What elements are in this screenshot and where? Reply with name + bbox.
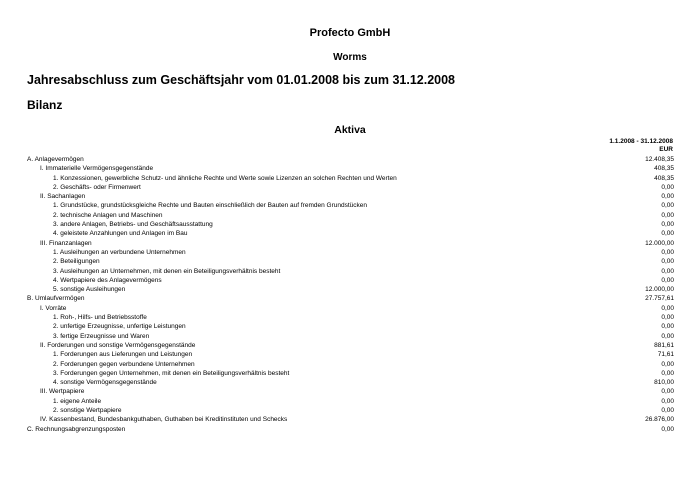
row-label: 1. Roh-, Hilfs- und Betriebsstoffe bbox=[53, 314, 147, 322]
row-value: 881,61 bbox=[654, 341, 674, 349]
row-value: 810,00 bbox=[654, 379, 674, 387]
balance-row bbox=[27, 322, 674, 331]
row-label: 2. Beteiligungen bbox=[53, 258, 100, 266]
balance-row bbox=[27, 248, 674, 257]
row-label: 5. sonstige Ausleihungen bbox=[53, 286, 126, 294]
balance-row bbox=[27, 387, 674, 396]
balance-row bbox=[27, 294, 674, 303]
balance-row bbox=[27, 201, 674, 210]
currency-label: EUR bbox=[659, 145, 673, 153]
row-value: 408,35 bbox=[654, 165, 674, 173]
balance-row bbox=[27, 285, 674, 294]
report-title: Jahresabschluss zum Geschäftsjahr vom 01.01.2008 bis zum 31.12.2008 bbox=[27, 73, 456, 87]
row-label: 1. eigene Anteile bbox=[53, 397, 102, 405]
balance-row bbox=[27, 425, 674, 434]
row-label: 3. Forderungen gegen Unternehmen, mit denen ein Beteiligungsverhältnis besteht bbox=[53, 369, 290, 377]
row-value: 26.876,00 bbox=[645, 416, 674, 424]
row-value: 0,00 bbox=[661, 304, 674, 312]
balance-row bbox=[27, 378, 674, 387]
row-value: 0,00 bbox=[661, 397, 674, 405]
row-label: 2. Forderungen gegen verbundene Unternehmen bbox=[53, 360, 195, 368]
balance-row bbox=[27, 164, 674, 173]
row-value: 0,00 bbox=[661, 425, 674, 433]
row-value: 408,35 bbox=[654, 174, 674, 182]
company-name: Profecto GmbH bbox=[309, 27, 391, 39]
balance-row bbox=[27, 155, 674, 164]
balance-row bbox=[27, 369, 674, 378]
period-label: 1.1.2008 - 31.12.2008 bbox=[609, 138, 673, 145]
balance-row bbox=[27, 332, 674, 341]
column-header bbox=[609, 138, 673, 153]
row-label: III. Wertpapiere bbox=[40, 388, 85, 396]
balance-row bbox=[27, 304, 674, 313]
balance-row bbox=[27, 397, 674, 406]
row-label: II. Forderungen und sonstige Vermögensgegenstände bbox=[40, 341, 196, 349]
row-value: 0,00 bbox=[661, 183, 674, 191]
row-value: 0,00 bbox=[661, 314, 674, 322]
row-value: 0,00 bbox=[661, 267, 674, 275]
row-label: I. Vorräte bbox=[40, 304, 67, 312]
balance-row bbox=[27, 257, 674, 266]
balance-row bbox=[27, 192, 674, 201]
row-value: 0,00 bbox=[661, 332, 674, 340]
section-title: Bilanz bbox=[27, 98, 63, 112]
row-label: 1. Forderungen aus Lieferungen und Leistungen bbox=[53, 351, 193, 359]
row-label: 3. fertige Erzeugnisse und Waren bbox=[53, 332, 150, 340]
balance-row bbox=[27, 276, 674, 285]
row-label: 3. andere Anlagen, Betriebs- und Geschäftsausstattung bbox=[53, 221, 213, 229]
row-label: B. Umlaufvermögen bbox=[27, 295, 85, 303]
balance-row bbox=[27, 239, 674, 248]
row-label: 4. Wertpapiere des Anlagevermögens bbox=[53, 276, 162, 284]
balance-row bbox=[27, 220, 674, 229]
row-label: II. Sachanlagen bbox=[40, 193, 86, 201]
balance-row bbox=[27, 211, 674, 220]
row-value: 12.000,00 bbox=[645, 239, 674, 247]
row-value: 12.000,00 bbox=[645, 286, 674, 294]
row-label: 1. Grundstücke, grundstücksgleiche Rechte und Bauten einschließlich der Bauten auf fremden Grundstücken bbox=[53, 202, 367, 210]
row-value: 0,00 bbox=[661, 369, 674, 377]
row-value: 0,00 bbox=[661, 202, 674, 210]
row-label: IV. Kassenbestand, Bundesbankguthaben, Guthaben bei Kreditinstituten und Schecks bbox=[40, 416, 288, 424]
row-label: 3. Ausleihungen an Unternehmen, mit denen ein Beteiligungsverhältnis besteht bbox=[53, 267, 281, 275]
row-value: 0,00 bbox=[661, 248, 674, 256]
row-label: 2. Geschäfts- oder Firmenwert bbox=[53, 183, 141, 191]
row-value: 0,00 bbox=[661, 276, 674, 284]
row-value: 0,00 bbox=[661, 221, 674, 229]
row-label: I. Immaterielle Vermögensgegenstände bbox=[40, 165, 154, 173]
balance-rows bbox=[27, 155, 674, 434]
side-title: Aktiva bbox=[334, 124, 366, 136]
row-label: 1. Konzessionen, gewerbliche Schutz- und ähnliche Rechte und Werte sowie Lizenzen an solchen Rechten und Werten bbox=[53, 174, 397, 182]
row-label: 4. sonstige Vermögensgegenstände bbox=[53, 379, 157, 387]
row-value: 0,00 bbox=[661, 407, 674, 415]
row-label: 1. Ausleihungen an verbundene Unternehmen bbox=[53, 248, 186, 256]
balance-row bbox=[27, 350, 674, 359]
row-value: 0,00 bbox=[661, 388, 674, 396]
balance-row bbox=[27, 360, 674, 369]
row-label: 2. technische Anlagen und Maschinen bbox=[53, 211, 163, 219]
row-label: C. Rechnungsabgrenzungsposten bbox=[27, 425, 126, 433]
balance-row bbox=[27, 229, 674, 238]
row-value: 0,00 bbox=[661, 258, 674, 266]
row-label: 2. sonstige Wertpapiere bbox=[53, 407, 122, 415]
row-value: 0,00 bbox=[661, 323, 674, 331]
row-label: 4. geleistete Anzahlungen und Anlagen im Bau bbox=[53, 230, 188, 238]
row-value: 0,00 bbox=[661, 230, 674, 238]
balance-row bbox=[27, 406, 674, 415]
row-value: 12.408,35 bbox=[645, 156, 674, 163]
balance-row bbox=[27, 313, 674, 322]
balance-row bbox=[27, 341, 674, 350]
company-city: Worms bbox=[333, 52, 367, 63]
balance-row bbox=[27, 267, 674, 276]
balance-row bbox=[27, 183, 674, 192]
row-value: 71,61 bbox=[657, 351, 674, 359]
row-label: III. Finanzanlagen bbox=[40, 239, 92, 247]
row-value: 0,00 bbox=[661, 193, 674, 201]
row-label: A. Anlagevermögen bbox=[27, 156, 84, 163]
row-value: 0,00 bbox=[661, 360, 674, 368]
balance-row bbox=[27, 174, 674, 183]
row-label: 2. unfertige Erzeugnisse, unfertige Leistungen bbox=[53, 323, 186, 331]
row-value: 0,00 bbox=[661, 211, 674, 219]
balance-row bbox=[27, 415, 674, 424]
row-value: 27.757,61 bbox=[645, 295, 674, 303]
